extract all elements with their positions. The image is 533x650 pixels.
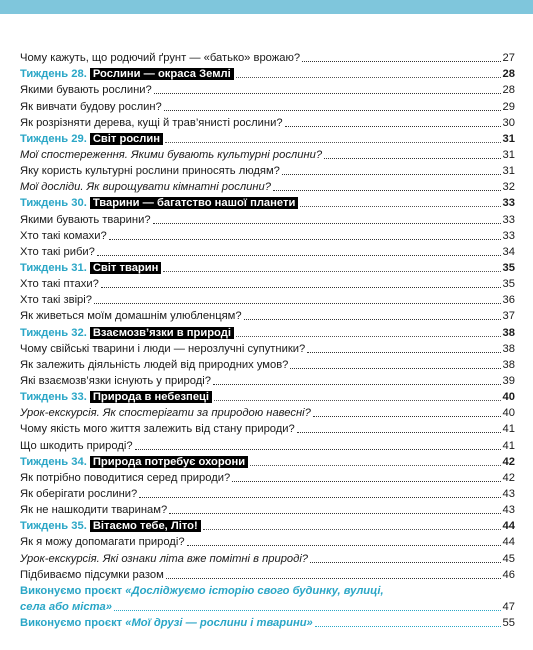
page-number: 43 bbox=[502, 487, 515, 500]
toc-entry-title: Чому свійські тварини і люди — нерозлучні супутники? bbox=[20, 342, 306, 355]
week-title: Світ рослин bbox=[90, 133, 163, 145]
week-title: Світ тварин bbox=[90, 262, 162, 274]
toc-entry[interactable] bbox=[20, 98, 515, 114]
top-color-band bbox=[0, 0, 533, 14]
page-number: 44 bbox=[502, 536, 515, 549]
page-number: 42 bbox=[502, 455, 515, 468]
page-number: 33 bbox=[502, 213, 515, 226]
toc-project-heading[interactable] bbox=[20, 615, 515, 631]
dot-leader bbox=[313, 416, 501, 417]
dot-leader bbox=[139, 497, 500, 498]
page-number: 41 bbox=[502, 423, 515, 436]
page-number: 32 bbox=[502, 181, 515, 194]
week-label: Тиждень 33. bbox=[20, 391, 87, 404]
dot-leader bbox=[114, 610, 501, 611]
project-name-cont: села або міста» bbox=[20, 600, 112, 613]
toc-entry-title: Хто такі звірі? bbox=[20, 294, 92, 307]
toc-entry[interactable] bbox=[20, 50, 515, 66]
page-number: 35 bbox=[502, 261, 515, 274]
toc-entry-title: Хто такі комахи? bbox=[20, 229, 107, 242]
dot-leader bbox=[315, 626, 501, 627]
dot-leader bbox=[310, 562, 501, 563]
dot-leader bbox=[163, 271, 500, 272]
toc-entry[interactable] bbox=[20, 276, 515, 292]
toc-entry-title: Як вивчати будову рослин? bbox=[20, 100, 162, 113]
toc-entry-title: Урок-екскурсія. Які ознаки літа вже помітні в природі? bbox=[20, 552, 309, 565]
project-lead: Виконуємо проєкт bbox=[20, 584, 123, 597]
page-number: 29 bbox=[502, 100, 515, 113]
week-label: Тиждень 30. bbox=[20, 197, 87, 210]
toc-entry-title bbox=[20, 131, 163, 147]
toc-project-heading[interactable] bbox=[20, 583, 515, 599]
week-title: Природа потребує охорони bbox=[90, 456, 248, 468]
page-number: 39 bbox=[502, 374, 515, 387]
page-number: 41 bbox=[502, 439, 515, 452]
toc-entry[interactable] bbox=[20, 147, 515, 163]
week-label: Тиждень 34. bbox=[20, 455, 87, 468]
dot-leader bbox=[165, 142, 501, 143]
week-title: Природа в небезпеці bbox=[90, 391, 212, 403]
page-number: 31 bbox=[502, 132, 515, 145]
toc-entry-title: Що шкодить природі? bbox=[20, 439, 133, 452]
dot-leader bbox=[109, 239, 501, 240]
week-title: Тварини — багатство нашої планети bbox=[90, 197, 299, 209]
toc-entry[interactable] bbox=[20, 163, 515, 179]
toc-entry[interactable] bbox=[20, 534, 515, 550]
toc-entry-title bbox=[20, 260, 161, 276]
week-label: Тиждень 35. bbox=[20, 520, 87, 533]
page-number: 31 bbox=[502, 165, 515, 178]
dot-leader bbox=[166, 578, 501, 579]
week-label: Тиждень 32. bbox=[20, 326, 87, 339]
week-title: Взаємозв’язки в природі bbox=[90, 327, 234, 339]
toc-entry-title: Мої досліди. Як вирощувати кімнатні рослини? bbox=[20, 181, 271, 194]
toc-week-heading[interactable] bbox=[20, 324, 515, 340]
page-number: 40 bbox=[502, 407, 515, 420]
project-name: «Досліджуємо історію свого будинку, вулиці, bbox=[125, 584, 384, 597]
toc-entry[interactable] bbox=[20, 211, 515, 227]
page-number: 30 bbox=[502, 116, 515, 129]
toc-week-heading[interactable] bbox=[20, 66, 515, 82]
week-label: Тиждень 28. bbox=[20, 68, 87, 81]
toc-entry-title bbox=[20, 389, 212, 405]
dot-leader bbox=[250, 465, 500, 466]
dot-leader bbox=[300, 206, 500, 207]
toc-week-heading[interactable] bbox=[20, 195, 515, 211]
toc-entry[interactable] bbox=[20, 82, 515, 98]
page-number: 28 bbox=[502, 68, 515, 81]
toc-entry-title bbox=[20, 454, 248, 470]
toc-entry-title: Які взаємозв’язки існують у природі? bbox=[20, 374, 211, 387]
toc-entry[interactable] bbox=[20, 373, 515, 389]
dot-leader bbox=[153, 223, 501, 224]
project-title bbox=[20, 615, 313, 631]
toc-entry[interactable] bbox=[20, 308, 515, 324]
dot-leader bbox=[101, 287, 501, 288]
page-number: 45 bbox=[502, 552, 515, 565]
week-title: Рослини — окраса Землі bbox=[90, 68, 234, 80]
toc-week-heading[interactable] bbox=[20, 389, 515, 405]
page-number: 37 bbox=[502, 310, 515, 323]
toc-entry[interactable] bbox=[20, 502, 515, 518]
dot-leader bbox=[297, 432, 501, 433]
toc-entry-title: Як не нашкодити тваринам? bbox=[20, 504, 168, 517]
toc-entry-title: Мої спостереження. Якими бувають культурні рослини? bbox=[20, 148, 323, 161]
dot-leader bbox=[236, 336, 501, 337]
page-number: 55 bbox=[502, 617, 515, 630]
toc-entry-title: Підбиваємо підсумки разом bbox=[20, 568, 164, 581]
toc-entry-title: Як я можу допомагати природі? bbox=[20, 536, 185, 549]
page-number: 38 bbox=[502, 342, 515, 355]
page-number: 34 bbox=[502, 245, 515, 258]
dot-leader bbox=[302, 61, 500, 62]
toc-entry-title bbox=[20, 325, 234, 341]
page-number: 38 bbox=[502, 326, 515, 339]
page-number: 43 bbox=[502, 504, 515, 517]
toc-entry[interactable] bbox=[20, 115, 515, 131]
project-title bbox=[20, 583, 384, 599]
dot-leader bbox=[135, 449, 501, 450]
dot-leader bbox=[213, 384, 501, 385]
page-number: 38 bbox=[502, 358, 515, 371]
dot-leader bbox=[244, 319, 501, 320]
toc-entry[interactable] bbox=[20, 244, 515, 260]
toc-entry[interactable] bbox=[20, 228, 515, 244]
dot-leader bbox=[94, 303, 501, 304]
dot-leader bbox=[232, 481, 500, 482]
toc-entry-title: Яку користь культурні рослини приносять людям? bbox=[20, 165, 280, 178]
toc-entry-title: Як потрібно поводитися серед природи? bbox=[20, 471, 231, 484]
toc-entry-title bbox=[20, 66, 234, 82]
toc-entry[interactable] bbox=[20, 292, 515, 308]
toc-entry-title: Чому якість мого життя залежить від стану природи? bbox=[20, 423, 295, 436]
page-number: 27 bbox=[502, 52, 515, 65]
toc-entry[interactable] bbox=[20, 437, 515, 453]
toc-entry-title: Як розрізняти дерева, кущі й трав’янисті рослини? bbox=[20, 116, 283, 129]
toc-week-heading[interactable] bbox=[20, 454, 515, 470]
toc-entry-title: Якими бувають тварини? bbox=[20, 213, 151, 226]
toc-entry-title: Чому кажуть, що родючий ґрунт — «батько» врожаю? bbox=[20, 52, 301, 65]
toc-entry[interactable] bbox=[20, 486, 515, 502]
toc-week-heading[interactable] bbox=[20, 260, 515, 276]
toc-entry-title: Як живеться моїм домашнім улюбленцям? bbox=[20, 310, 242, 323]
dot-leader bbox=[169, 513, 500, 514]
page-number: 33 bbox=[502, 197, 515, 210]
project-name: «Мої друзі — рослини і тварини» bbox=[125, 617, 313, 630]
dot-leader bbox=[273, 190, 501, 191]
page-number: 46 bbox=[502, 568, 515, 581]
toc-entry-title: Хто такі птахи? bbox=[20, 278, 99, 291]
page-number: 42 bbox=[502, 471, 515, 484]
toc-entry[interactable] bbox=[20, 405, 515, 421]
page-number: 35 bbox=[502, 278, 515, 291]
dot-leader bbox=[285, 126, 501, 127]
toc-week-heading[interactable] bbox=[20, 518, 515, 534]
toc-entry-title bbox=[20, 195, 298, 211]
page-number: 40 bbox=[502, 391, 515, 404]
dot-leader bbox=[203, 529, 501, 530]
page-number: 36 bbox=[502, 294, 515, 307]
dot-leader bbox=[97, 255, 501, 256]
table-of-contents bbox=[20, 50, 515, 631]
dot-leader bbox=[236, 77, 501, 78]
toc-entry[interactable] bbox=[20, 470, 515, 486]
toc-entry-title: Як оберігати рослини? bbox=[20, 487, 138, 500]
project-lead: Виконуємо проєкт bbox=[20, 617, 123, 630]
toc-entry[interactable] bbox=[20, 421, 515, 437]
dot-leader bbox=[214, 400, 501, 401]
week-title: Вітаємо тебе, Літо! bbox=[90, 520, 201, 532]
dot-leader bbox=[324, 158, 501, 159]
dot-leader bbox=[187, 545, 501, 546]
toc-entry-title bbox=[20, 518, 201, 534]
page-number: 28 bbox=[502, 84, 515, 97]
toc-entry[interactable] bbox=[20, 341, 515, 357]
dot-leader bbox=[164, 110, 501, 111]
page-number: 44 bbox=[502, 520, 515, 533]
toc-entry[interactable] bbox=[20, 567, 515, 583]
toc-entry-title: Хто такі риби? bbox=[20, 245, 95, 258]
dot-leader bbox=[154, 93, 501, 94]
dot-leader bbox=[282, 174, 501, 175]
toc-project-continuation[interactable] bbox=[20, 599, 515, 615]
toc-entry[interactable] bbox=[20, 179, 515, 195]
page-number: 47 bbox=[502, 600, 515, 613]
toc-entry-title: Як залежить діяльність людей від природних умов? bbox=[20, 358, 289, 371]
dot-leader bbox=[307, 352, 500, 353]
toc-entry-title: Якими бувають рослини? bbox=[20, 84, 152, 97]
week-label: Тиждень 31. bbox=[20, 261, 87, 274]
toc-entry[interactable] bbox=[20, 357, 515, 373]
page-number: 33 bbox=[502, 229, 515, 242]
toc-entry[interactable] bbox=[20, 550, 515, 566]
week-label: Тиждень 29. bbox=[20, 132, 87, 145]
dot-leader bbox=[290, 368, 500, 369]
toc-entry-title: Урок-екскурсія. Як спостерігати за природою навесні? bbox=[20, 407, 311, 420]
toc-week-heading[interactable] bbox=[20, 131, 515, 147]
page-number: 31 bbox=[502, 148, 515, 161]
